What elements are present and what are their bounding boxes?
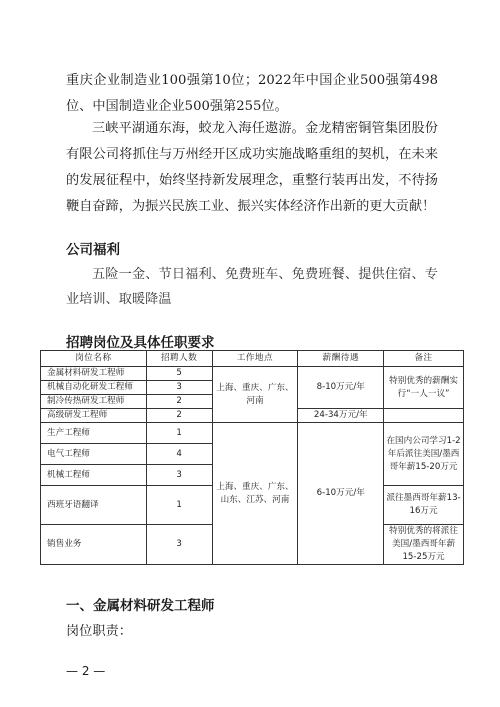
position-cell: 销售业务 xyxy=(41,525,147,565)
job-table xyxy=(40,350,464,565)
position-cell: 机械工程师 xyxy=(41,465,147,486)
count-cell: 1 xyxy=(146,486,212,525)
position-cell: 金属材料研发工程师 xyxy=(41,367,147,381)
header-location: 工作地点 xyxy=(212,351,298,367)
position-cell: 电气工程师 xyxy=(41,444,147,465)
location-cell: 上海、重庆、广东、河南 xyxy=(212,367,298,423)
note-cell: 特别优秀的薪酬实行“一人一议” xyxy=(384,367,464,409)
header-salary: 薪酬待遇 xyxy=(298,351,384,367)
note-cell: 派往墨西哥年薪13-16万元 xyxy=(384,486,464,525)
count-cell: 3 xyxy=(146,381,212,395)
location-cell: 上海、重庆、广东、山东、江苏、河南 xyxy=(212,423,298,565)
position-cell: 机械自动化研发工程师 xyxy=(41,381,147,395)
position-cell: 生产工程师 xyxy=(41,423,147,444)
note-cell: 在国内公司学习1-2年后派往美国/墨西哥年薪15-20万元 xyxy=(384,423,464,486)
count-cell: 5 xyxy=(146,367,212,381)
count-cell: 3 xyxy=(146,525,212,565)
salary-cell: 24-34万元/年 xyxy=(298,409,384,423)
header-position: 岗位名称 xyxy=(41,351,147,367)
page-number: — 2 — xyxy=(66,664,106,678)
intro-paragraph-ranking: 重庆企业制造业100强第10位；2022年中国企业500强第498位、中国制造业企业500强第255位。 xyxy=(66,73,438,114)
table-header-row xyxy=(41,351,464,367)
header-count: 招聘人数 xyxy=(146,351,212,367)
count-cell: 3 xyxy=(146,465,212,486)
welfare-heading: 公司福利 xyxy=(66,242,120,258)
intro-paragraph-outlook: 三峡平湖通东海，蛟龙入海任遨游。金龙精密铜管集团股份有限公司将抓住与万州经开区成功实施战略重组的契机，在未来的发展征程中，始终坚持新发展理念，重整行装再出发，不待扬鞭自奋蹄，为振兴民族工业、振兴实体经济作出新的更大贡献！ xyxy=(66,121,438,214)
position-cell: 高级研发工程师 xyxy=(41,409,147,423)
position-cell: 制冷传热研发工程师 xyxy=(41,395,147,409)
salary-cell: 8-10万元/年 xyxy=(298,367,384,409)
job-table-heading: 招聘岗位及具体任职要求 xyxy=(66,335,215,351)
welfare-text: 五险一金、节日福利、免费班车、免费班餐、提供住宿、专业培训、取暖降温 xyxy=(66,267,438,307)
duty-label: 岗位职责： xyxy=(66,624,132,639)
position-cell: 西班牙语翻译 xyxy=(41,486,147,525)
count-cell: 2 xyxy=(146,409,212,423)
table-row xyxy=(41,423,464,444)
note-cell: 特别优秀的将派往美国/墨西哥年薪15-25万元 xyxy=(384,525,464,565)
note-cell-empty xyxy=(384,409,464,423)
count-cell: 1 xyxy=(146,423,212,444)
table-row xyxy=(41,367,464,381)
count-cell: 2 xyxy=(146,395,212,409)
header-note: 备注 xyxy=(384,351,464,367)
section-heading: 一、金属材料研发工程师 xyxy=(66,598,215,614)
salary-cell: 6-10万元/年 xyxy=(298,423,384,565)
count-cell: 4 xyxy=(146,444,212,465)
